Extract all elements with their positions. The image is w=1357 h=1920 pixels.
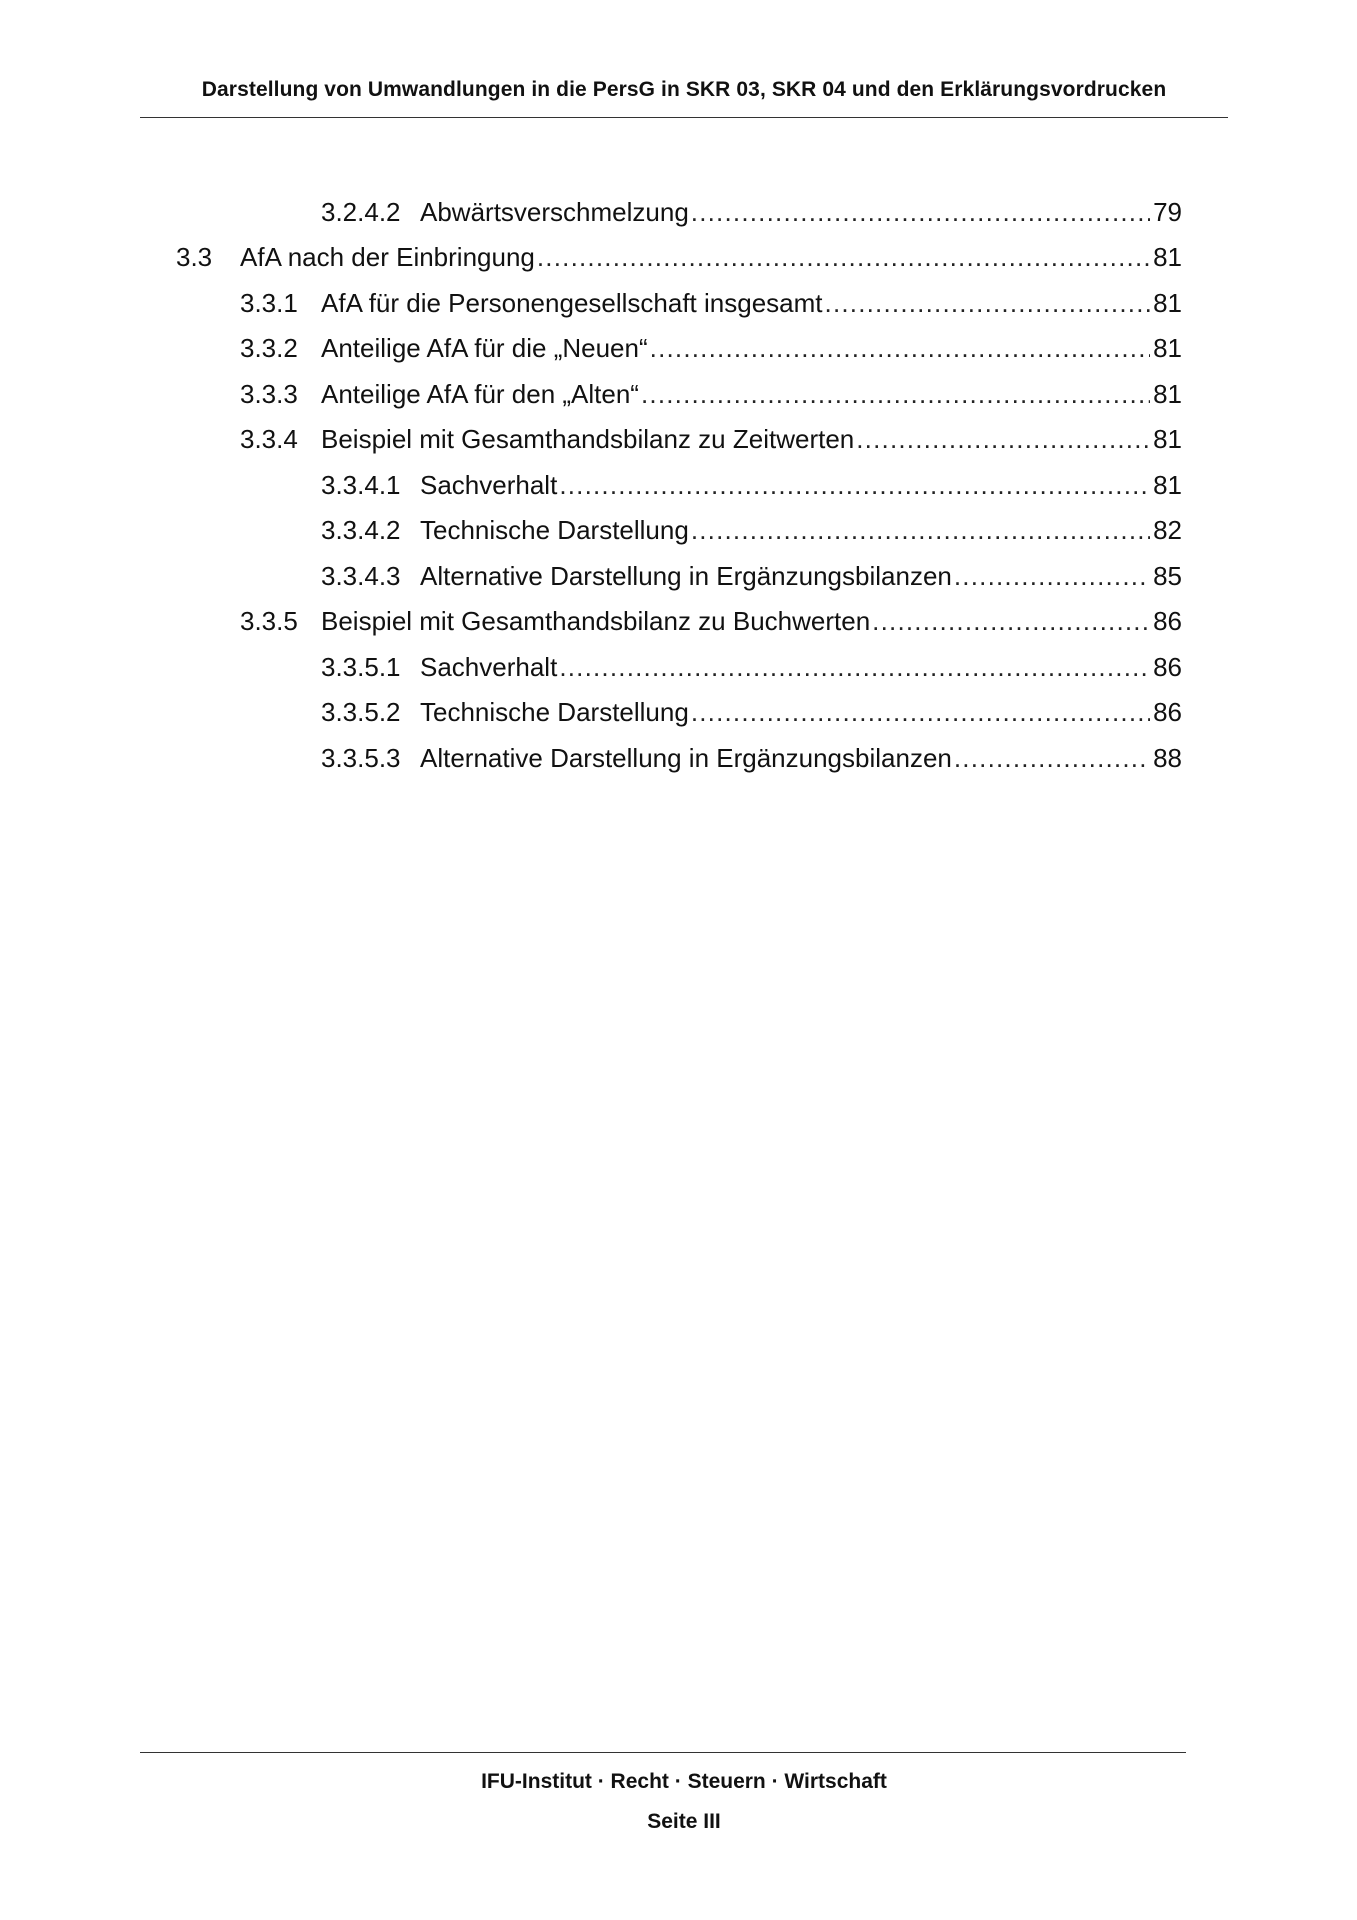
toc-entry-page: 81 bbox=[1153, 470, 1182, 500]
toc-dot-leader bbox=[872, 605, 1150, 637]
toc-entry-number: 3.3 bbox=[176, 242, 213, 272]
footer-institute: IFU-Institut · Recht · Steuern · Wirtschaft bbox=[481, 1770, 887, 1793]
footer-divider bbox=[140, 1752, 1186, 1753]
toc-entry[interactable] bbox=[240, 332, 1182, 364]
toc-entry-page: 86 bbox=[1153, 606, 1182, 636]
toc-entry-page: 79 bbox=[1153, 197, 1182, 227]
toc-entry-number: 3.3.5 bbox=[240, 606, 298, 636]
toc-entry[interactable] bbox=[321, 196, 1182, 228]
toc-entry-number: 3.3.5.1 bbox=[321, 652, 401, 682]
toc-entry-title: Anteilige AfA für die „Neuen“ bbox=[321, 333, 648, 363]
page-number: Seite III bbox=[647, 1810, 721, 1833]
toc-entry-page: 81 bbox=[1153, 242, 1182, 272]
page-header: Darstellung von Umwandlungen in die PersG in SKR 03, SKR 04 und den Erklärungsvordrucken bbox=[201, 78, 1167, 101]
toc-entry-page: 86 bbox=[1153, 697, 1182, 727]
toc-dot-leader bbox=[641, 378, 1150, 410]
toc-entry-page: 81 bbox=[1153, 288, 1182, 318]
toc-entry[interactable] bbox=[240, 605, 1182, 637]
toc-entry[interactable] bbox=[176, 241, 1182, 273]
toc-entry-number: 3.3.2 bbox=[240, 333, 298, 363]
toc-entry-number: 3.3.5.2 bbox=[321, 697, 401, 727]
toc-dot-leader bbox=[954, 742, 1150, 774]
toc-entry-number: 3.3.5.3 bbox=[321, 743, 401, 773]
toc-dot-leader bbox=[691, 196, 1150, 228]
toc-entry[interactable] bbox=[321, 560, 1182, 592]
toc-entry[interactable] bbox=[321, 514, 1182, 546]
toc-entry-page: 81 bbox=[1153, 379, 1182, 409]
toc-entry-page: 85 bbox=[1153, 561, 1182, 591]
toc-dot-leader bbox=[691, 696, 1150, 728]
toc-entry-title: Technische Darstellung bbox=[420, 515, 689, 545]
toc-entry-number: 3.3.4.3 bbox=[321, 561, 401, 591]
toc-dot-leader bbox=[559, 651, 1150, 683]
toc-dot-leader bbox=[559, 469, 1150, 501]
toc-entry-title: Alternative Darstellung in Ergänzungsbilanzen bbox=[420, 743, 952, 773]
toc-dot-leader bbox=[856, 423, 1150, 455]
toc-entry-number: 3.3.1 bbox=[240, 288, 298, 318]
toc-entry-title: AfA für die Personengesellschaft insgesamt bbox=[321, 288, 823, 318]
toc-entry[interactable] bbox=[321, 696, 1182, 728]
toc-dot-leader bbox=[954, 560, 1150, 592]
toc-dot-leader bbox=[537, 241, 1150, 273]
toc-entry-title: Abwärtsverschmelzung bbox=[420, 197, 689, 227]
toc-entry-title: Beispiel mit Gesamthandsbilanz zu Zeitwerten bbox=[321, 424, 855, 454]
toc-entry-title: Sachverhalt bbox=[420, 652, 558, 682]
toc-entry-page: 88 bbox=[1153, 743, 1182, 773]
toc-entry-number: 3.3.3 bbox=[240, 379, 298, 409]
toc-entry-title: Sachverhalt bbox=[420, 470, 558, 500]
toc-entry-page: 86 bbox=[1153, 652, 1182, 682]
toc-entry-number: 3.3.4.2 bbox=[321, 515, 401, 545]
table-of-contents bbox=[0, 0, 1357, 900]
toc-entry-page: 82 bbox=[1153, 515, 1182, 545]
toc-entry-page: 81 bbox=[1153, 333, 1182, 363]
toc-entry-title: Technische Darstellung bbox=[420, 697, 689, 727]
toc-entry-page: 81 bbox=[1153, 424, 1182, 454]
toc-entry-title: Alternative Darstellung in Ergänzungsbilanzen bbox=[420, 561, 952, 591]
toc-entry-title: AfA nach der Einbringung bbox=[240, 242, 535, 272]
toc-entry-title: Beispiel mit Gesamthandsbilanz zu Buchwerten bbox=[321, 606, 871, 636]
toc-entry[interactable] bbox=[240, 378, 1182, 410]
toc-entry-number: 3.3.4 bbox=[240, 424, 298, 454]
toc-entry-number: 3.2.4.2 bbox=[321, 197, 401, 227]
toc-dot-leader bbox=[691, 514, 1150, 546]
toc-entry[interactable] bbox=[240, 423, 1182, 455]
toc-entry[interactable] bbox=[240, 287, 1182, 319]
toc-entry[interactable] bbox=[321, 469, 1182, 501]
toc-entry-title: Anteilige AfA für den „Alten“ bbox=[321, 379, 639, 409]
toc-entry[interactable] bbox=[321, 651, 1182, 683]
toc-dot-leader bbox=[825, 287, 1151, 319]
toc-entry-number: 3.3.4.1 bbox=[321, 470, 401, 500]
toc-entry[interactable] bbox=[321, 742, 1182, 774]
toc-dot-leader bbox=[650, 332, 1150, 364]
